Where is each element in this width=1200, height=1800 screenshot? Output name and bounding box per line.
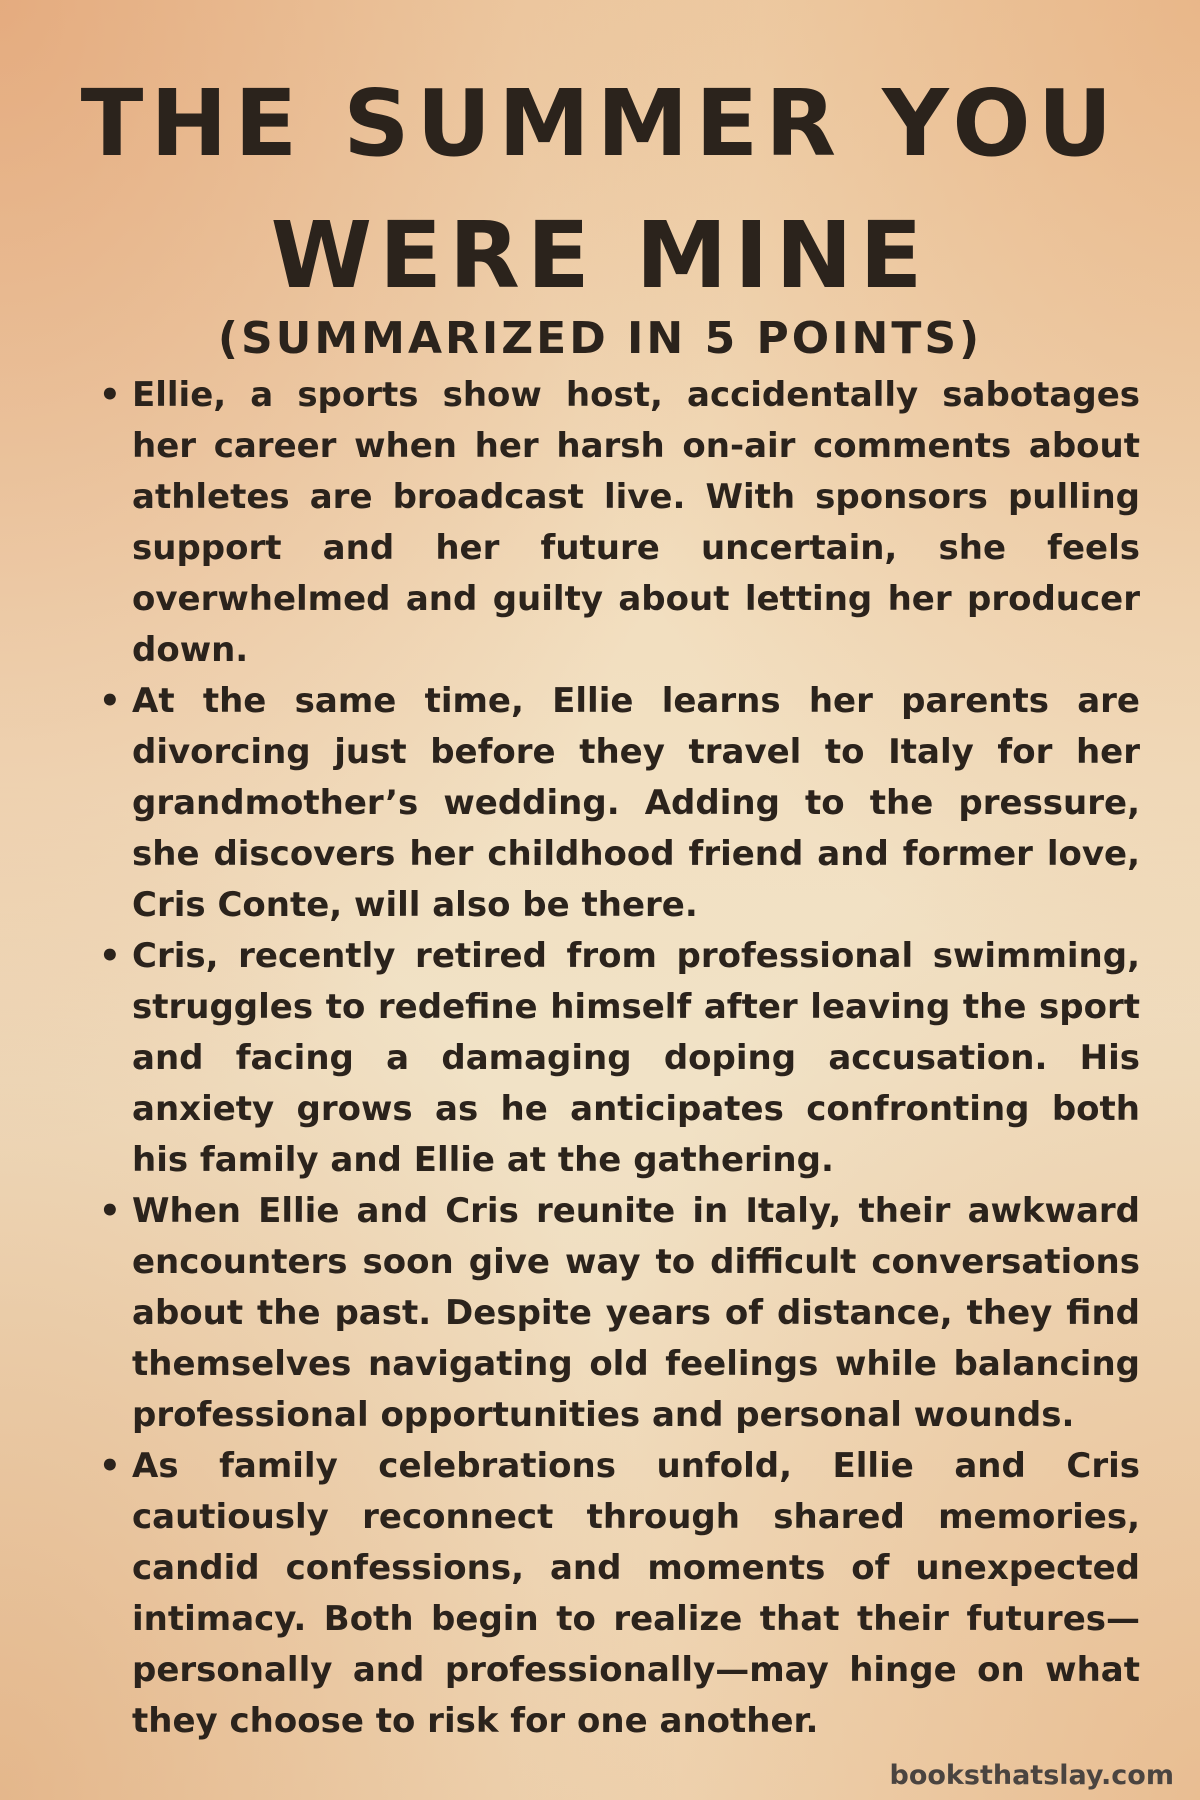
summary-point-text: Cris, recently retired from professional swimming, struggles to redefine himself after leaving the sport and facing a damaging doping accusation. His anxiety grows as he anticipates confronting both his family and Ellie at the gathering. [132,936,1140,1180]
website-watermark: booksthatslay.com [889,1760,1174,1791]
book-title-line-1: THE SUMMER YOU [80,70,1120,177]
summary-point-2 [95,676,1140,931]
bullet-icon: • [99,1191,121,1231]
bullet-icon: • [99,681,121,721]
summary-point-text: When Ellie and Cris reunite in Italy, their awkward encounters soon give way to difficult conversations about the past. Despite years of distance, they find themselves navigating old feelings while balancing professional opportunities and personal wounds. [132,1191,1140,1435]
bullet-icon: • [99,936,121,976]
book-title [0,58,1200,322]
book-title-line-2: WERE MINE [270,202,930,309]
summary-point-text: Ellie, a sports show host, accidentally sabotages her career when her harsh on-air comments about athletes are broadcast live. With sponsors pulling support and her future uncertain, she feels overwhelmed and guilty about letting her producer down. [132,375,1140,670]
summary-point-text: At the same time, Ellie learns her parents are divorcing just before they travel to Italy for her grandmother’s wedding. Adding to the pressure, she discovers her childhood friend and former love, Cris Conte, will also be there. [132,681,1140,925]
summary-subtitle: (SUMMARIZED IN 5 POINTS) [217,313,983,364]
summary-point-4 [95,1186,1140,1441]
summary-point-5 [95,1441,1140,1747]
summary-points-list [95,370,1140,1747]
summary-point-1 [95,370,1140,676]
bullet-icon: • [99,1446,121,1486]
bullet-icon: • [99,375,121,415]
summary-point-3 [95,931,1140,1186]
summary-point-text: As family celebrations unfold, Ellie and Cris cautiously reconnect through shared memories, candid confessions, and moments of unexpected intimacy. Both begin to realize that their futures—personally and professionally—may hinge on what they choose to risk for one another. [132,1446,1140,1741]
